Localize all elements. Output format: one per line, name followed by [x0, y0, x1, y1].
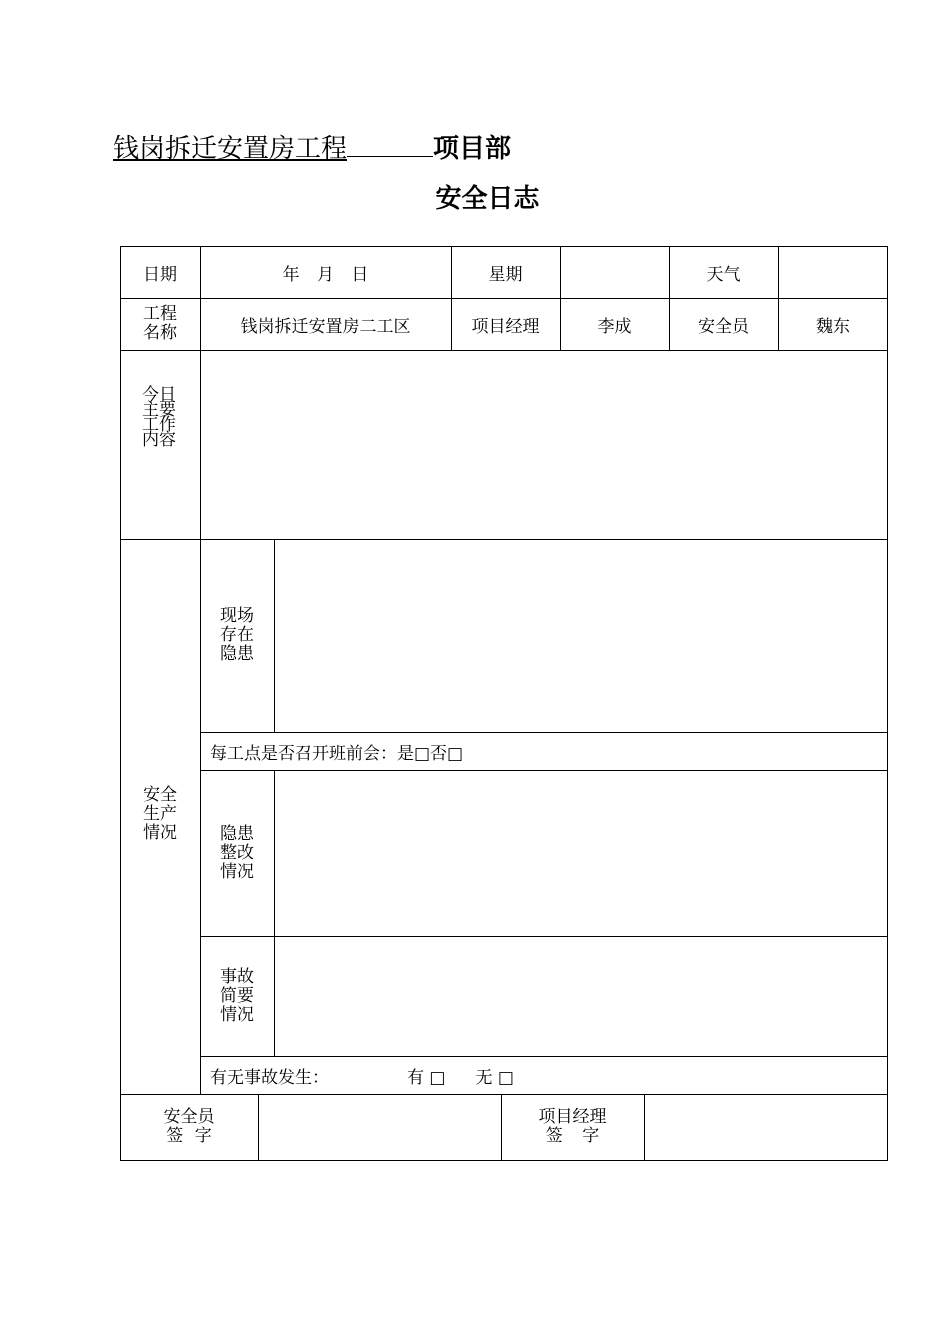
work-content-label: 今日 主要 工作 内容: [142, 384, 176, 450]
manager-sign-label: 项目经理 签 字: [538, 1106, 607, 1146]
project-name-blank: [347, 130, 433, 157]
document-title: [113, 130, 511, 167]
manager-sign-field[interactable]: [644, 1094, 888, 1161]
safety-officer-label: 安全员: [698, 316, 749, 337]
log-title: 安全日志: [435, 184, 540, 214]
pre-shift-meeting[interactable]: 每工点是否召开班前会：是□否□: [210, 743, 464, 764]
weekday-label: 星期: [488, 264, 523, 285]
hazards-label: 现场 存在 隐患: [220, 606, 254, 664]
safety-production-label: 安全 生产 情况: [143, 785, 177, 843]
project-name: 钱岗拆迁安置房工程: [113, 134, 348, 164]
accident-summary-field[interactable]: [274, 936, 888, 1056]
hazards-field[interactable]: [274, 539, 888, 732]
project-dept: 项目部: [433, 134, 512, 164]
manager-value: 李成: [597, 316, 632, 337]
safety-officer-sign-field[interactable]: [258, 1094, 501, 1161]
weekday-field[interactable]: [560, 246, 669, 298]
safety-officer-sign-label: 安全员 签 字: [163, 1106, 215, 1146]
date-label: 日期: [143, 264, 177, 285]
accident-occurred-row: [200, 1056, 888, 1094]
project-value: 钱岗拆迁安置房二工区: [240, 316, 411, 337]
accident-summary-label: 事故 简要 情况: [220, 966, 254, 1025]
date-field[interactable]: 年 月 日: [282, 264, 369, 285]
accident-yes-checkbox[interactable]: 有 □: [407, 1067, 446, 1088]
accident-no-checkbox[interactable]: 无 □: [475, 1067, 514, 1088]
weather-label: 天气: [706, 264, 741, 285]
safety-officer-value: 魏东: [816, 316, 850, 337]
work-content-field[interactable]: [200, 350, 888, 539]
rectification-field[interactable]: [274, 770, 888, 936]
rectification-label: 隐患 整改 情况: [220, 823, 254, 882]
weather-field[interactable]: [778, 246, 888, 298]
accident-question: 有无事故发生：: [210, 1067, 329, 1088]
project-label: 工程 名称: [143, 304, 177, 343]
manager-label: 项目经理: [471, 316, 540, 337]
